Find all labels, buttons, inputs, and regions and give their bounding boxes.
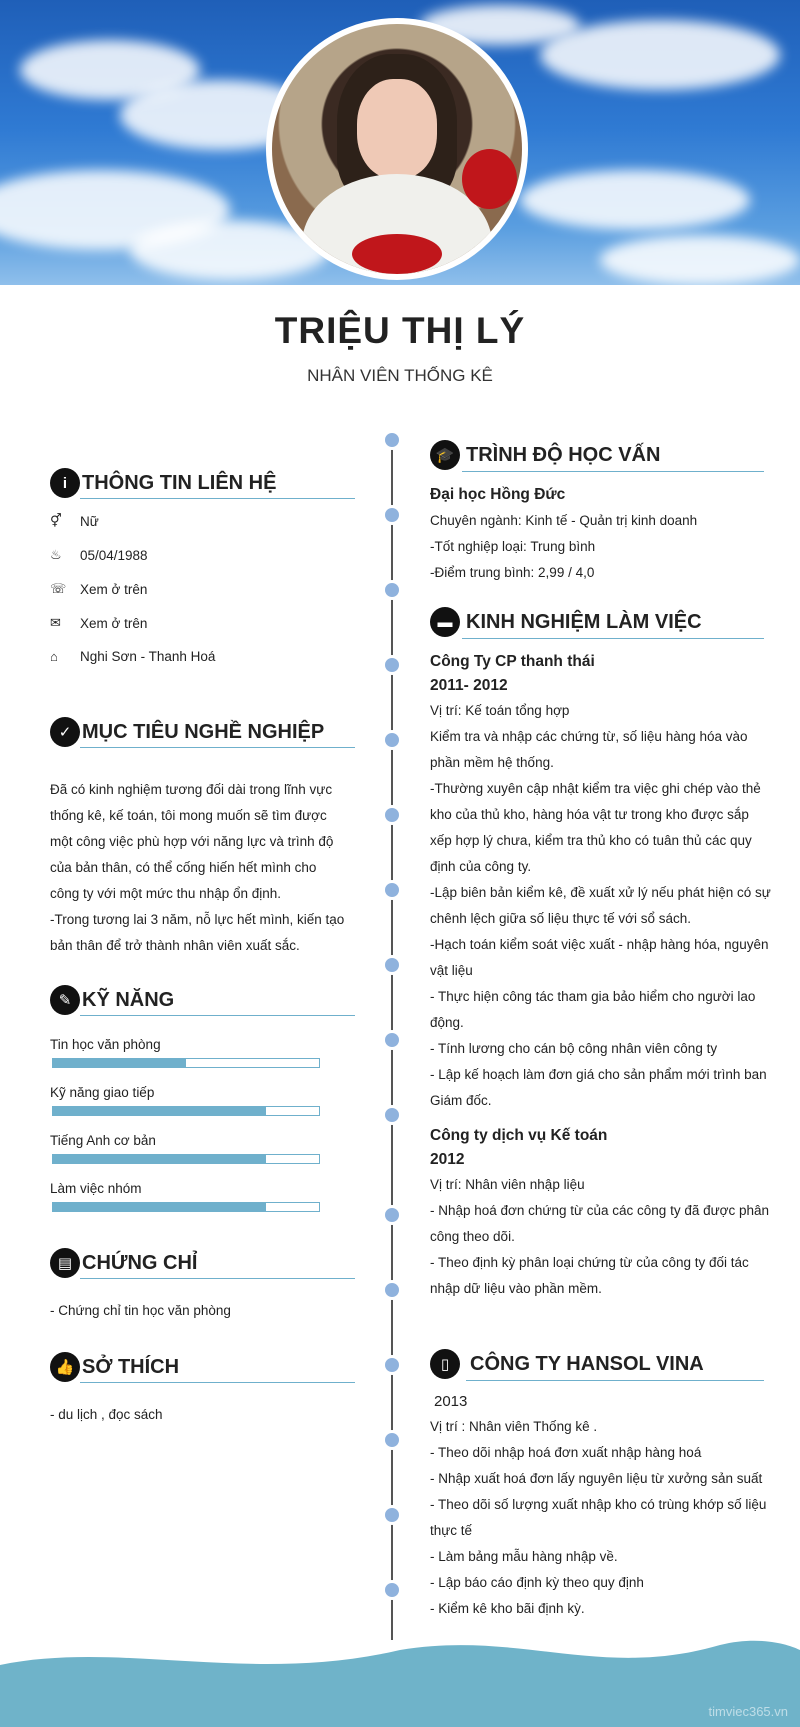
job-line: Vị trí: Kế toán tổng hợp bbox=[430, 703, 570, 718]
job-details bbox=[430, 1172, 790, 1302]
divider bbox=[462, 471, 764, 472]
hansol-line: Vị trí : Nhân viên Thống kê . bbox=[430, 1419, 598, 1434]
contact-value: Xem ở trên bbox=[80, 581, 148, 597]
objective-line: Đã có kinh nghiệm tương đối dài trong lĩnh vực bbox=[50, 782, 333, 797]
job-years: 2012 bbox=[430, 1151, 465, 1168]
objective-line: của bản thân, có thể cống hiến hết mình cho bbox=[50, 860, 317, 875]
skill-bar bbox=[52, 1202, 320, 1212]
hansol-line: thực tế bbox=[430, 1523, 473, 1538]
skill-bar bbox=[52, 1154, 320, 1164]
birthday-cake-icon: ♨ bbox=[50, 547, 62, 562]
skill-bar bbox=[52, 1106, 320, 1116]
certificate-icon: ▤ bbox=[50, 1248, 80, 1278]
job-line: phần mềm hệ thống. bbox=[430, 755, 554, 770]
education-details bbox=[430, 508, 780, 586]
hansol-title: CÔNG TY HANSOL VINA bbox=[470, 1352, 704, 1375]
avatar bbox=[266, 18, 528, 280]
timeline-dot bbox=[382, 580, 402, 600]
job-line: - Theo định kỳ phân loại chứng từ của công ty đối tác bbox=[430, 1255, 749, 1270]
timeline-dot bbox=[382, 1505, 402, 1525]
skill-label: Tin học văn phòng bbox=[50, 1037, 161, 1052]
timeline-dot bbox=[382, 1105, 402, 1125]
timeline-dot bbox=[382, 1355, 402, 1375]
job-line: - Lập kế hoạch làm đơn giá cho sản phẩm mới trình ban bbox=[430, 1067, 767, 1082]
education-line: -Tốt nghiệp loại: Trung bình bbox=[430, 539, 596, 554]
contact-value: Nữ bbox=[80, 513, 99, 529]
contact-heading bbox=[50, 468, 276, 498]
hansol-line: - Nhập xuất hoá đơn lấy nguyên liệu từ xưởng sản suất bbox=[430, 1471, 763, 1486]
divider bbox=[80, 1382, 355, 1383]
hobbies-text: - du lịch , đọc sách bbox=[50, 1407, 163, 1422]
timeline-dot bbox=[382, 805, 402, 825]
avatar-face bbox=[357, 79, 437, 179]
cloud bbox=[520, 170, 750, 230]
skill-label: Làm việc nhóm bbox=[50, 1181, 142, 1196]
hansol-line: - Lập báo cáo định kỳ theo quy định bbox=[430, 1575, 644, 1590]
objective-line: thống kê, kế toán, tôi mong muốn sẽ tìm được bbox=[50, 808, 327, 823]
experience-title: KINH NGHIỆM LÀM VIỆC bbox=[466, 610, 702, 633]
education-heading bbox=[430, 440, 660, 470]
education-school: Đại học Hồng Đức bbox=[430, 486, 566, 503]
hansol-line: - Theo dõi nhập hoá đơn xuất nhập hàng hoá bbox=[430, 1445, 702, 1460]
contact-value: 05/04/1988 bbox=[80, 547, 148, 563]
education-line: -Điểm trung bình: 2,99 / 4,0 bbox=[430, 565, 595, 580]
person-name: TRIỆU THỊ LÝ bbox=[274, 310, 526, 351]
objective-title: MỤC TIÊU NGHỀ NGHIỆP bbox=[82, 720, 325, 743]
footer-wave bbox=[0, 1640, 800, 1727]
job-line: Giám đốc. bbox=[430, 1093, 492, 1108]
skills-title: KỸ NĂNG bbox=[82, 988, 175, 1011]
divider bbox=[80, 1015, 355, 1016]
timeline-dot bbox=[382, 955, 402, 975]
education-line: Chuyên ngành: Kinh tế - Quản trị kinh doanh bbox=[430, 513, 698, 528]
job-line: - Nhập hoá đơn chứng từ của các công ty đã được phân bbox=[430, 1203, 770, 1218]
certificates-heading bbox=[50, 1248, 197, 1278]
skill-bar-fill bbox=[53, 1107, 266, 1115]
objective-text bbox=[50, 777, 355, 959]
contact-row-phone bbox=[50, 581, 147, 597]
job-company: Công Ty CP thanh thái bbox=[430, 653, 595, 670]
thumbs-up-icon: 👍 bbox=[50, 1352, 80, 1382]
timeline-dot bbox=[382, 1030, 402, 1050]
divider bbox=[80, 747, 355, 748]
objective-line: một công việc phù hợp với năng lực và trình độ bbox=[50, 834, 334, 849]
timeline-dot bbox=[382, 1280, 402, 1300]
mail-icon: ✉ bbox=[50, 615, 61, 630]
hansol-line: - Kiểm kê kho bãi định kỳ. bbox=[430, 1601, 585, 1616]
experience-heading bbox=[430, 607, 702, 637]
skill-label: Kỹ năng giao tiếp bbox=[50, 1085, 155, 1100]
timeline-dot bbox=[382, 1205, 402, 1225]
job-line: -Thường xuyên cập nhật kiểm tra việc ghi chép vào thẻ bbox=[430, 781, 761, 796]
avatar-rose bbox=[462, 149, 517, 209]
objective-line: công ty với một mức thu nhập ổn định. bbox=[50, 886, 282, 901]
contact-value: Nghi Sơn - Thanh Hoá bbox=[80, 649, 216, 664]
job-line: định của công ty. bbox=[430, 859, 532, 874]
gender-icon: ⚥ bbox=[50, 513, 62, 528]
job-line: - Tính lương cho cán bộ công nhân viên công ty bbox=[430, 1041, 718, 1056]
objective-heading bbox=[50, 717, 324, 747]
skill-bar-fill bbox=[53, 1059, 186, 1067]
contact-row-mail bbox=[50, 615, 147, 631]
timeline-dot bbox=[382, 880, 402, 900]
skill-bar-fill bbox=[53, 1203, 266, 1211]
watermark: timviec365.vn bbox=[708, 1704, 788, 1719]
job-years: 2011- 2012 bbox=[430, 677, 508, 694]
contact-row-gender bbox=[50, 513, 99, 529]
check-icon: ✓ bbox=[50, 717, 80, 747]
job-line: kho của thủ kho, hàng hóa vật tư trong kho được sắp bbox=[430, 807, 749, 822]
job-line: Vị trí: Nhân viên nhập liệu bbox=[430, 1177, 585, 1192]
hobbies-title: SỞ THÍCH bbox=[82, 1355, 180, 1378]
hansol-heading bbox=[430, 1349, 704, 1379]
graduation-cap-icon: 🎓 bbox=[430, 440, 460, 470]
wrench-icon: ✎ bbox=[50, 985, 80, 1015]
job-line: xếp hợp lý chưa, kiểm tra thủ kho có tuân thủ các quy bbox=[430, 833, 752, 848]
hobbies-heading bbox=[50, 1352, 179, 1382]
home-icon: ⌂ bbox=[50, 649, 58, 664]
job-line: -Lập biên bản kiểm kê, đề xuất xử lý nếu phát hiện có sự bbox=[430, 885, 771, 900]
timeline-dot bbox=[382, 730, 402, 750]
info-icon: i bbox=[50, 468, 80, 498]
contact-row-address bbox=[50, 649, 215, 664]
timeline-dot bbox=[382, 655, 402, 675]
education-title: TRÌNH ĐỘ HỌC VẤN bbox=[466, 443, 661, 466]
job-details bbox=[430, 698, 790, 1114]
skill-label: Tiếng Anh cơ bản bbox=[50, 1133, 156, 1148]
skill-bar bbox=[52, 1058, 320, 1068]
skills-heading bbox=[50, 985, 174, 1015]
job-line: vật liệu bbox=[430, 963, 473, 978]
divider bbox=[466, 1380, 764, 1381]
avatar-heart bbox=[352, 234, 442, 274]
certificates-title: CHỨNG CHỈ bbox=[82, 1251, 198, 1274]
certificates-text: - Chứng chỉ tin học văn phòng bbox=[50, 1303, 231, 1318]
phone-icon: ☏ bbox=[50, 581, 67, 596]
contact-value: Xem ở trên bbox=[80, 615, 148, 631]
contact-title: THÔNG TIN LIÊN HỆ bbox=[82, 471, 277, 494]
briefcase-icon: ▬ bbox=[430, 607, 460, 637]
job-line: Kiểm tra và nhập các chứng từ, số liệu hàng hóa vào bbox=[430, 729, 748, 744]
timeline-dot bbox=[382, 430, 402, 450]
job-line: -Hạch toán kiểm soát việc xuất - nhập hàng hóa, nguyên bbox=[430, 937, 769, 952]
hansol-year: 2013 bbox=[434, 1393, 468, 1410]
divider bbox=[462, 638, 764, 639]
cloud bbox=[600, 235, 800, 285]
skill-bar-fill bbox=[53, 1155, 266, 1163]
objective-line: -Trong tương lai 3 năm, nỗ lực hết mình, kiến tạo bbox=[50, 912, 345, 927]
divider bbox=[80, 1278, 355, 1279]
job-line: chênh lệch giữa số liệu thực tế với sổ sách. bbox=[430, 911, 692, 926]
hansol-line: - Theo dõi số lượng xuất nhập kho có trùng khớp số liệu bbox=[430, 1497, 767, 1512]
job-company: Công ty dịch vụ Kế toán bbox=[430, 1127, 608, 1144]
document-icon: ▯ bbox=[430, 1349, 460, 1379]
timeline-dot bbox=[382, 505, 402, 525]
job-line: - Thực hiện công tác tham gia bảo hiểm cho người lao bbox=[430, 989, 756, 1004]
person-role: NHÂN VIÊN THỐNG KÊ bbox=[307, 366, 493, 385]
job-line: động. bbox=[430, 1015, 464, 1030]
timeline-dot bbox=[382, 1430, 402, 1450]
hansol-line: - Làm bảng mẫu hàng nhập về. bbox=[430, 1549, 618, 1564]
objective-line: bản thân để trở thành nhân viên xuất sắc. bbox=[50, 938, 300, 953]
divider bbox=[80, 498, 355, 499]
timeline-dot bbox=[382, 1580, 402, 1600]
hansol-details bbox=[430, 1414, 790, 1622]
job-line: nhập dữ liệu vào phần mềm. bbox=[430, 1281, 602, 1296]
job-line: công theo dõi. bbox=[430, 1229, 515, 1244]
contact-row-birthday bbox=[50, 547, 148, 563]
